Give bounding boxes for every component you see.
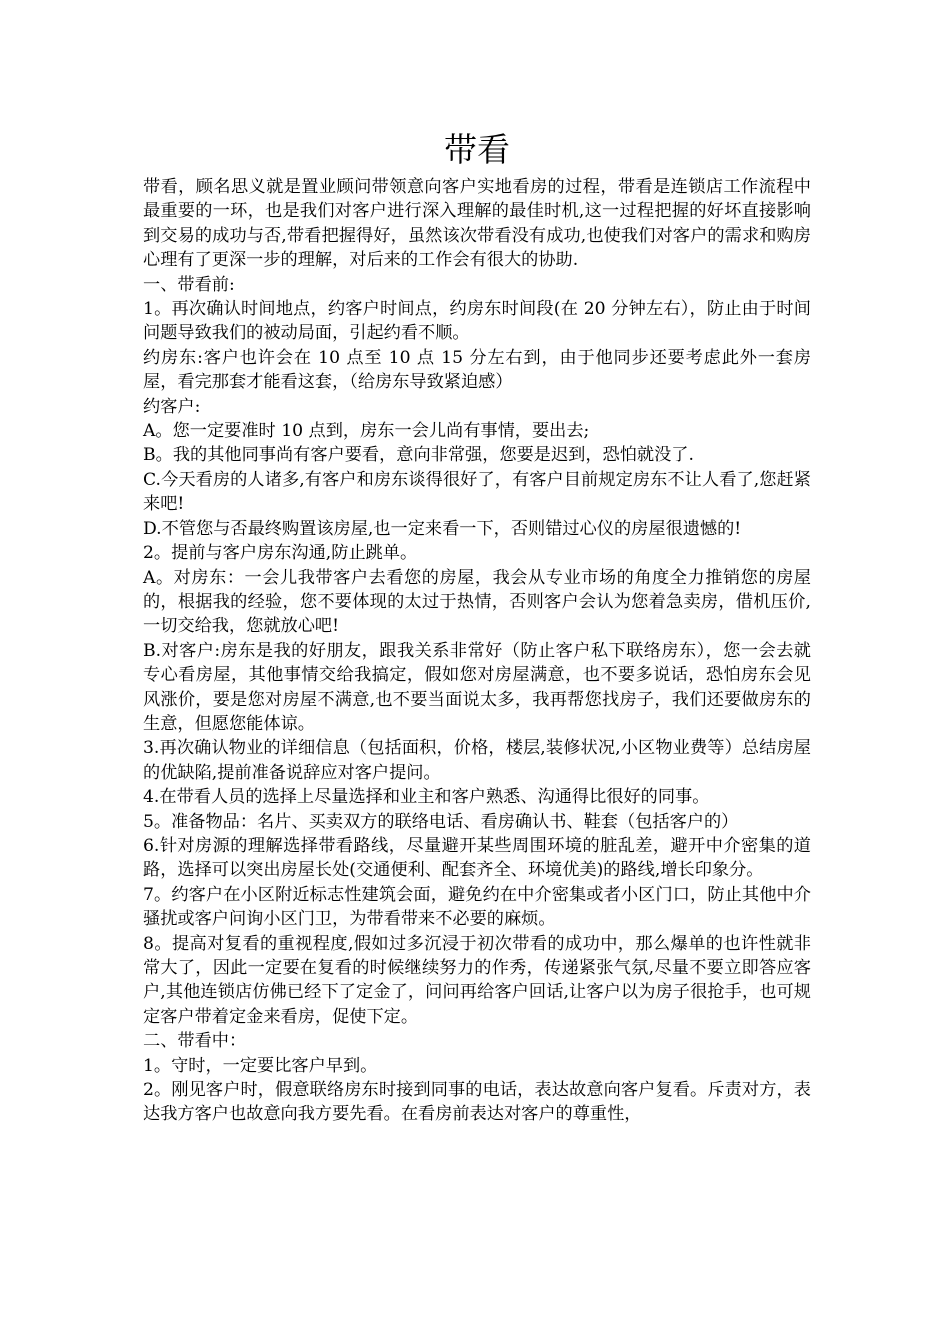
paragraph-item-8: 8。提高对复看的重视程度,假如过多沉浸于初次带看的成功中，那么爆单的也许性就非常大了，因此一定要在复看的时候继续努力的作秀，传递紧张气氛,尽量不要立即答应客户,其他连锁店仿佛已经下了定金了，问问再给客户回话,让客户以为房子很抢手，也可规定客户带着定金来看房，促使下定。 xyxy=(143,933,811,1027)
paragraph-item-4: 4.在带看人员的选择上尽量选择和业主和客户熟悉、沟通得比很好的同事。 xyxy=(143,787,710,808)
section-heading-before-viewing: 一、带看前: xyxy=(143,274,235,295)
paragraph-item-2a: A。对房东：一会儿我带客户去看您的房屋，我会从专业市场的角度全力推销您的房屋的，根据我的经验，您不要体现的太过于热情，否则客户会认为您着急卖房，借机压价,一切交给我，您就放心吧! xyxy=(143,567,811,637)
section-heading-during-viewing: 二、带看中： xyxy=(143,1031,247,1052)
document-title: 带看 xyxy=(444,130,510,169)
paragraph-client-c: C.今天看房的人诸多,有客户和房东谈得很好了，有客户目前规定房东不让人看了,您赶紧来吧! xyxy=(143,469,811,515)
paragraph-client-b: B。我的其他同事尚有客户要看，意向非常强，您要是迟到，恐怕就没了. xyxy=(143,445,694,466)
paragraph-item-3: 3.再次确认物业的详细信息（包括面积，价格，楼层,装修状况,小区物业费等）总结房屋的优缺陷,提前准备说辞应对客户提问。 xyxy=(143,738,811,783)
paragraph-item-2: 2。提前与客户房东沟通,防止跳单。 xyxy=(143,543,418,564)
paragraph-item-1: 1。再次确认时间地点，约客户时间点，约房东时间段(在 20 分钟左右），防止由于时间问题导致我们的被动局面，引起约看不顺。 xyxy=(143,299,811,344)
paragraph-client-d: D.不管您与否最终购置该房屋,也一定来看一下，否则错过心仪的房屋很遗憾的! xyxy=(143,518,742,539)
document-page xyxy=(143,128,811,1127)
paragraph-client-a: A。您一定要准时 10 点到，房东一会儿尚有事情，要出去; xyxy=(143,421,590,442)
paragraph-item-7: 7。约客户在小区附近标志性建筑会面，避免约在中介密集或者小区门口，防止其他中介骚扰或客户问询小区门卫，为带看带来不必要的麻烦。 xyxy=(143,884,811,930)
paragraph-during-1: 1。守时，一定要比客户早到。 xyxy=(143,1055,378,1076)
paragraph-client-heading: 约客户: xyxy=(143,396,201,417)
paragraph-item-5: 5。准备物品：名片、买卖双方的联络电话、看房确认书、鞋套（包括客户的） xyxy=(143,811,739,832)
paragraph-item-2b: B.对客户:房东是我的好朋友，跟我关系非常好（防止客户私下联络房东），您一会去就专心看房屋，其他事情交给我搞定，假如您对房屋满意，也不要多说话，恐怕房东会见风涨价，要是您对房屋不满意,也不要当面说太多，我再帮您找房子，我们还要做房东的生意，但愿您能体谅。 xyxy=(143,640,811,734)
intro-paragraph: 带看，顾名思义就是置业顾问带领意向客户实地看房的过程，带看是连锁店工作流程中最重要的一环，也是我们对客户进行深入理解的最佳时机,这一过程把握的好坏直接影响到交易的成功与否,带看把握得好，虽然该次带看没有成功,也使我们对客户的需求和购房心理有了更深一步的理解，对后来的工作会有很大的协助. xyxy=(143,177,811,271)
paragraph-landlord: 约房东:客户也许会在 10 点至 10 点 15 分左右到，由于他同步还要考虑此外一套房屋，看完那套才能看这套，（给房东导致紧迫感） xyxy=(143,347,811,393)
paragraph-during-2: 2。刚见客户时，假意联络房东时接到同事的电话，表达故意向客户复看。斥责对方，表达我方客户也故意向我方要先看。在看房前表达对客户的尊重性， xyxy=(143,1080,811,1125)
paragraph-item-6: 6.针对房源的理解选择带看路线，尽量避开某些周围环境的脏乱差，避开中介密集的道路，选择可以突出房屋长处(交通便利、配套齐全、环境优美)的路线,增长印象分。 xyxy=(143,835,811,881)
